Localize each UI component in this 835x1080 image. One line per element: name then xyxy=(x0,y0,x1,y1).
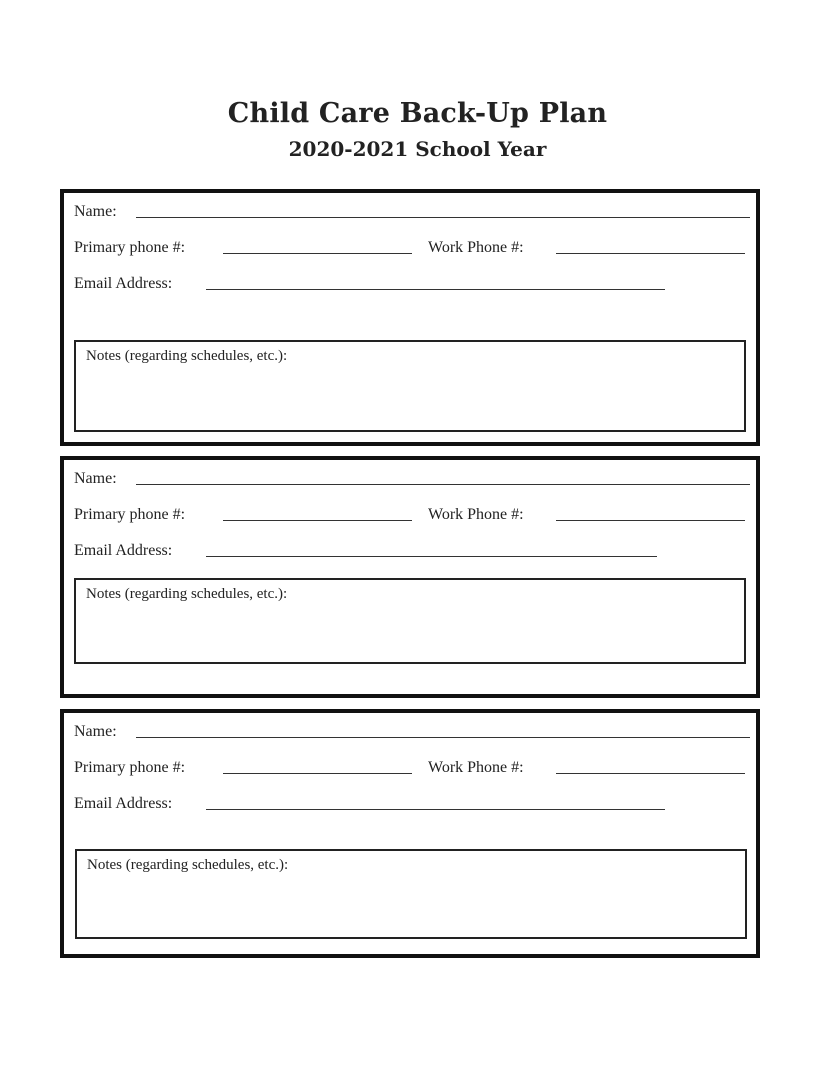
email-label: Email Address: xyxy=(74,275,173,292)
notes-label: Notes (regarding schedules, etc.): xyxy=(87,857,289,873)
email-field[interactable] xyxy=(206,556,657,557)
notes-label: Notes (regarding schedules, etc.): xyxy=(86,348,288,364)
primary-phone-field[interactable] xyxy=(223,253,412,254)
work-phone-label: Work Phone #: xyxy=(428,759,524,776)
primary-phone-field[interactable] xyxy=(223,520,412,521)
email-field[interactable] xyxy=(206,809,665,810)
work-phone-field[interactable] xyxy=(556,520,745,521)
page-title: Child Care Back-Up Plan xyxy=(227,98,608,129)
name-field[interactable] xyxy=(136,484,750,485)
contact-card-1 xyxy=(60,189,760,446)
contact-card-3 xyxy=(60,709,760,958)
name-label: Name: xyxy=(74,203,117,220)
notes-box[interactable] xyxy=(74,340,746,432)
work-phone-field[interactable] xyxy=(556,253,745,254)
notes-box[interactable] xyxy=(75,849,747,939)
primary-phone-label: Primary phone #: xyxy=(74,759,186,776)
work-phone-label: Work Phone #: xyxy=(428,239,524,256)
name-label: Name: xyxy=(74,723,117,740)
primary-phone-label: Primary phone #: xyxy=(74,239,186,256)
work-phone-field[interactable] xyxy=(556,773,745,774)
primary-phone-field[interactable] xyxy=(223,773,412,774)
notes-label: Notes (regarding schedules, etc.): xyxy=(86,586,288,602)
contact-card-2 xyxy=(60,456,760,698)
email-label: Email Address: xyxy=(74,542,173,559)
work-phone-label: Work Phone #: xyxy=(428,506,524,523)
name-label: Name: xyxy=(74,470,117,487)
notes-box[interactable] xyxy=(74,578,746,664)
page-subtitle: 2020-2021 School Year xyxy=(288,137,547,161)
name-field[interactable] xyxy=(136,737,750,738)
email-label: Email Address: xyxy=(74,795,173,812)
email-field[interactable] xyxy=(206,289,665,290)
primary-phone-label: Primary phone #: xyxy=(74,506,186,523)
name-field[interactable] xyxy=(136,217,750,218)
